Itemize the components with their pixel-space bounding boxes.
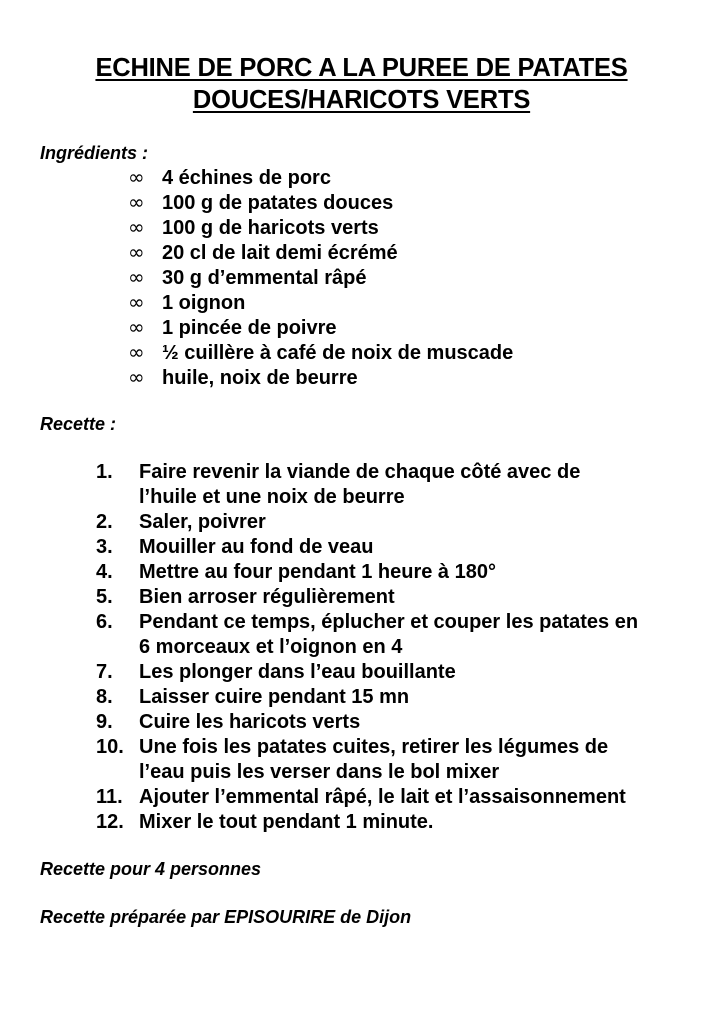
step-number: 2. [96, 511, 113, 533]
infinity-bullet-icon: ∞ [128, 240, 145, 264]
step-text: Cuire les haricots verts [139, 711, 361, 733]
ingredient-text: 1 oignon [162, 292, 246, 314]
step-number: 5. [96, 586, 113, 608]
recipe-step [96, 810, 696, 835]
infinity-bullet-icon: ∞ [128, 165, 145, 189]
step-text: Faire revenir la viande de chaque côté avec de l’huile et une noix de beurre [139, 461, 581, 508]
recipe-step [96, 560, 696, 585]
step-text: Pendant ce temps, éplucher et couper les patates en 6 morceaux et l’oignon en 4 [139, 611, 639, 658]
step-number: 1. [96, 461, 113, 483]
ingredient-item [128, 340, 513, 365]
step-text: Ajouter l’emmental râpé, le lait et l’assaisonnement [139, 786, 626, 808]
ingredient-text: ½ cuillère à café de noix de muscade [162, 342, 514, 364]
recipe-step [96, 585, 696, 610]
step-number: 9. [96, 711, 113, 733]
recipe-step [96, 785, 696, 810]
step-number: 8. [96, 686, 113, 708]
step-text: Saler, poivrer [139, 511, 266, 533]
recipe-step [96, 535, 696, 560]
ingredient-text: huile, noix de beurre [162, 367, 358, 389]
ingredient-item [128, 365, 513, 390]
recipe-step [96, 735, 696, 785]
ingredient-text: 100 g de haricots verts [162, 217, 379, 239]
ingredient-item [128, 240, 513, 265]
ingredient-text: 20 cl de lait demi écrémé [162, 242, 398, 264]
recipe-step [96, 610, 696, 660]
step-text: Les plonger dans l’eau bouillante [139, 661, 456, 683]
step-text: Bien arroser régulièrement [139, 586, 395, 608]
infinity-bullet-icon: ∞ [128, 265, 145, 289]
step-number: 11. [96, 786, 123, 808]
recipe-title [30, 52, 693, 116]
ingredients-heading: Ingrédients : [40, 143, 149, 163]
recipe-step [96, 710, 696, 735]
infinity-bullet-icon: ∞ [128, 215, 145, 239]
recipe-steps-list [96, 460, 696, 835]
infinity-bullet-icon: ∞ [128, 315, 145, 339]
ingredient-item [128, 190, 513, 215]
ingredient-text: 30 g d’emmental râpé [162, 267, 367, 289]
step-number: 10. [96, 736, 124, 758]
recipe-step [96, 460, 696, 510]
recipe-title-line-2: DOUCES/HARICOTS VERTS [192, 86, 531, 114]
step-text: Mouiller au fond de veau [139, 536, 374, 558]
infinity-bullet-icon: ∞ [128, 190, 145, 214]
recipe-step [96, 510, 696, 535]
step-text: Une fois les patates cuites, retirer les légumes de l’eau puis les verser dans le bol mixer [139, 736, 609, 783]
ingredient-item [128, 265, 513, 290]
ingredient-item [128, 215, 513, 240]
infinity-bullet-icon: ∞ [128, 365, 145, 389]
recipe-step [96, 660, 696, 685]
step-number: 6. [96, 611, 113, 633]
step-number: 3. [96, 536, 113, 558]
recipe-heading: Recette : [40, 414, 117, 434]
step-number: 7. [96, 661, 113, 683]
ingredients-list [128, 165, 513, 390]
step-text: Mettre au four pendant 1 heure à 180° [139, 561, 496, 583]
recipe-title-line-1: ECHINE DE PORC A LA PUREE DE PATATES [95, 54, 628, 82]
infinity-bullet-icon: ∞ [128, 340, 145, 364]
infinity-bullet-icon: ∞ [128, 290, 145, 314]
ingredient-item [128, 165, 513, 190]
step-text: Mixer le tout pendant 1 minute. [139, 811, 434, 833]
ingredient-text: 1 pincée de poivre [162, 317, 337, 339]
servings-note: Recette pour 4 personnes [40, 859, 262, 879]
credit-note: Recette préparée par EPISOURIRE de Dijon [40, 907, 412, 927]
ingredient-text: 4 échines de porc [162, 167, 331, 189]
ingredient-item [128, 315, 513, 340]
step-number: 4. [96, 561, 113, 583]
step-number: 12. [96, 811, 124, 833]
step-text: Laisser cuire pendant 15 mn [139, 686, 410, 708]
recipe-step [96, 685, 696, 710]
ingredient-item [128, 290, 513, 315]
ingredient-text: 100 g de patates douces [162, 192, 394, 214]
